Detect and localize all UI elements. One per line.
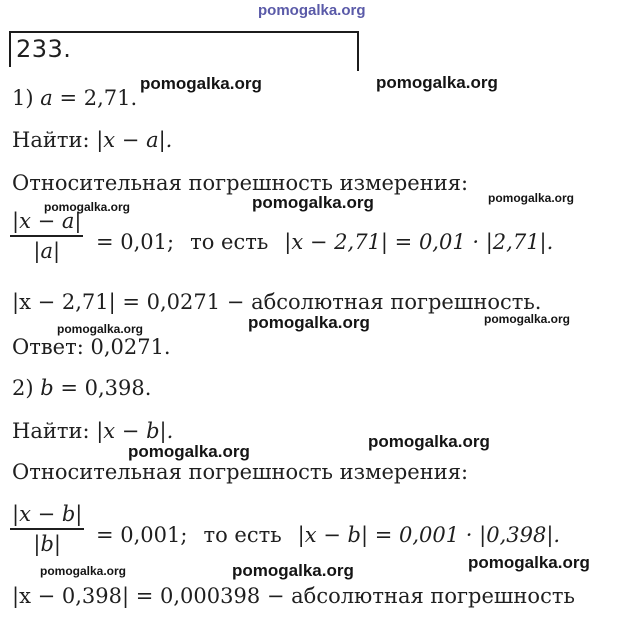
watermark: pomogalka.org [252,193,374,212]
part1-equation [96,230,553,254]
part2-given-rest: = 0,398. [53,376,152,400]
part1-find-label: Найти: [12,128,97,152]
watermark: pomogalka.org [40,564,127,578]
part2-fraction-denominator: |b| [33,531,61,556]
part2-find-expr: |x − b|. [96,419,174,443]
part2-fraction-bar [10,528,84,530]
watermark: pomogalka.org [57,322,144,336]
watermark: pomogalka.org [232,561,354,580]
part1-given [12,86,137,110]
problem-number-box [9,31,359,67]
part2-fraction [10,502,84,556]
watermark: pomogalka.org [128,442,250,461]
watermark-top: pomogalka.org [258,2,366,19]
part2-equation [96,523,560,547]
part2-given-var: b [40,376,54,400]
part2-eq-text: = 0,001; [96,523,188,547]
watermark: pomogalka.org [376,73,498,92]
watermark: pomogalka.org [488,191,575,205]
part2-relative-label: Относительная погрешность измерения: [12,460,469,484]
part2-find-label: Найти: [12,419,97,443]
watermark: pomogalka.org [484,312,571,326]
part1-absolute-line: |x − 2,71| = 0,0271 − абсолютная погрешность. [12,290,542,314]
part2-find [12,419,173,443]
part1-find-expr: |x − a|. [96,128,173,152]
part2-that-is: то есть [203,523,282,547]
part1-given-prefix: 1) [12,86,41,110]
part2-given [12,376,151,400]
part2-eq-expr: |x − b| = 0,001 · |0,398|. [297,523,561,547]
part1-eq-expr: |x − 2,71| = 0,01 · |2,71|. [284,230,554,254]
part1-answer: Ответ: 0,0271. [12,335,171,359]
watermark: pomogalka.org [468,553,590,572]
part1-that-is: то есть [190,230,269,254]
part1-fraction [10,209,83,263]
part2-fraction-numerator: |x − b| [12,502,83,526]
watermark: pomogalka.org [44,200,131,214]
problem-number: 233. [16,35,72,63]
part1-fraction-numerator: |x − a| [12,209,82,233]
watermark: pomogalka.org [368,432,490,451]
part1-given-rest: = 2,71. [52,86,138,110]
part1-eq-text: = 0,01; [96,230,175,254]
part1-find [12,128,172,152]
part2-given-prefix: 2) [12,376,41,400]
part2-absolute-line: |x − 0,398| = 0,000398 − абсолютная погрешность [12,584,575,608]
part1-relative-label: Относительная погрешность измерения: [12,171,469,195]
part1-fraction-denominator: |a| [33,238,61,263]
watermark: pomogalka.org [248,313,370,332]
part1-given-var: a [40,86,53,110]
watermark: pomogalka.org [140,74,262,93]
part1-fraction-bar [10,235,83,237]
